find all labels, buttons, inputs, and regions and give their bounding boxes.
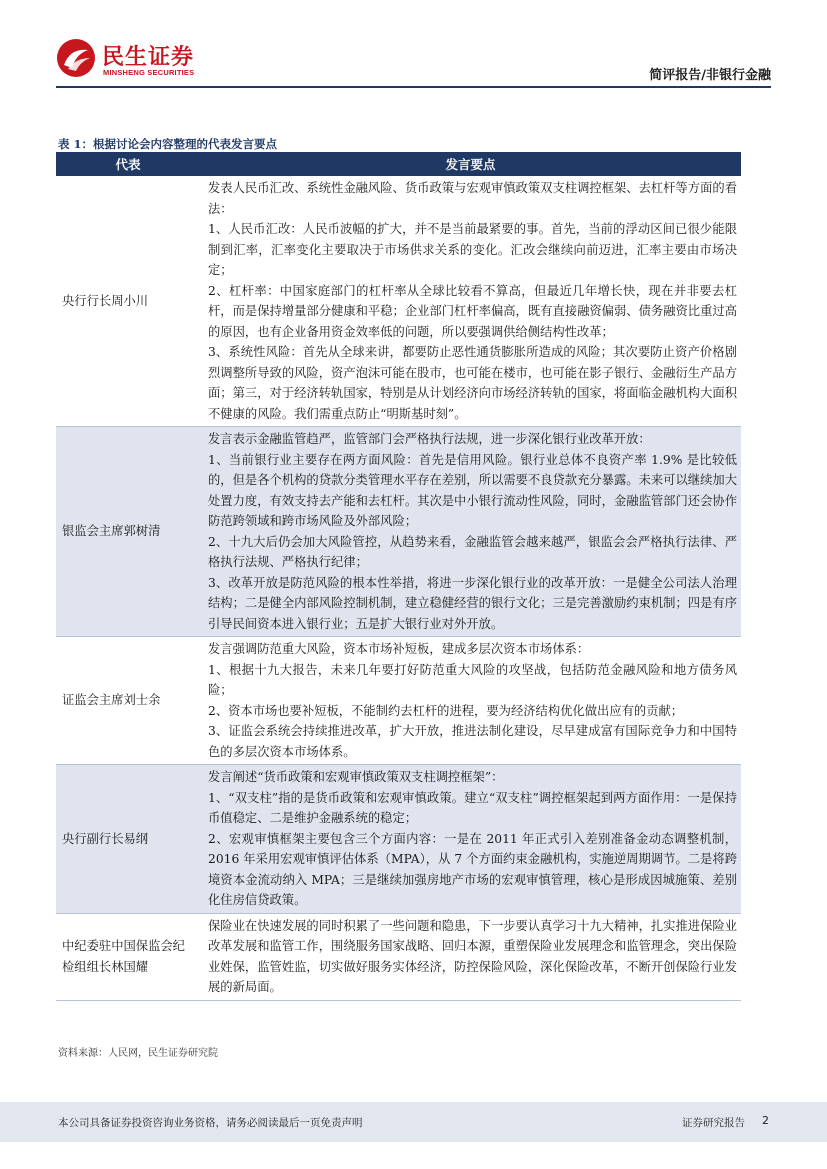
representative-cell: 银监会主席郭树清 — [56, 427, 200, 637]
table-row — [56, 427, 741, 637]
representative-cell: 央行副行长易纲 — [56, 765, 200, 914]
page-footer — [0, 1102, 827, 1142]
representative-cell: 中纪委驻中国保监会纪检组组长林国耀 — [62, 939, 185, 974]
table-caption: 表 1：根据讨论会内容整理的代表发言要点 — [58, 137, 278, 151]
speech-point: 发表人民币汇改、系统性金融风险、货币政策与宏观审慎政策双支柱调控框架、去杠杆等方面的看法： — [208, 181, 737, 216]
speech-point: 2、资本市场也要补短板，不能制约去杠杆的进程，要为经济结构优化做出应有的贡献； — [208, 703, 684, 718]
speech-point: 保险业在快速发展的同时积累了一些问题和隐患，下一步要认真学习十九大精神，扎实推进保险业改革发展和监管工作，围绕服务国家战略、回归本源，重塑保险业发展理念和监管理念，突出保险业姓保，监管姓监，切实做好服务实体经济，防控保险风险，深化保险改革，不断开创保险行业发展的新局面。 — [208, 918, 737, 994]
report-type: 简评报告/非银行金融 — [649, 68, 771, 83]
speech-point: 发言阐述“货币政策和宏观审慎政策双支柱调控框架”： — [208, 770, 504, 784]
minsheng-logo-icon — [56, 38, 96, 78]
speech-points-cell — [200, 427, 741, 637]
speech-point: 1、当前银行业主要存在两方面风险：首先是信用风险。银行业总体不良资产率 1.9% 是比较低的，但是各个机构的贷款分类管理水平存在差别，所以需要不良贷款充分暴露。未来可以继续加大处置力度，有效支持去产能和去杠杆。其次是中小银行流动性风险，同时，金融监管部门还会协作防范跨领域和跨市场风险及外部风险； — [208, 452, 737, 528]
speech-points-cell — [200, 637, 741, 765]
speech-point: 发言表示金融监管趋严，监管部门会严格执行法规，进一步深化银行业改革开放： — [208, 432, 651, 446]
footer-disclaimer: 本公司具备证券投资咨询业务资格，请务必阅读最后一页免责声明 — [58, 1117, 363, 1129]
column-header-representative: 代表 — [56, 152, 200, 176]
speech-point: 3、改革开放是防范风险的根本性举措，将进一步深化银行业的改革开放：一是健全公司法人治理结构；二是健全内部风险控制机制，建立稳健经营的银行文化；三是完善激励约束机制；四是有序引导民间资本进入银行业；五是扩大银行业对外开放。 — [208, 575, 737, 631]
page-header — [0, 0, 827, 90]
speech-point: 3、系统性风险：首先从全球来讲，都要防止恶性通货膨胀所造成的风险；其次要防止资产价格剧烈调整所导致的风险，资产泡沫可能在股市，也可能在楼市，也可能在影子银行、金融衍生产品方面；第三，对于经济转轨国家，特别是从计划经济向市场经济转轨的国家，将面临金融机构大面积不健康的风险。我们需重点防止“明斯基时刻”。 — [208, 345, 737, 421]
speech-points-cell — [200, 176, 741, 427]
speech-point: 2、宏观审慎框架主要包含三个方面内容：一是在 2011 年正式引入差别准备金动态调整机制，2016 年采用宏观审慎评估体系（MPA），从 7 个方面约束金融机构，实施逆周期调节。二是将跨境资本金流动纳入 MPA；三是继续加强房地产市场的宏观审慎管理，核心是形成因城施策、差别化住房信贷政策。 — [208, 831, 737, 907]
table-row — [56, 176, 741, 427]
table-row — [56, 913, 741, 1000]
footer-report-label: 证券研究报告 — [682, 1117, 745, 1129]
page-number: 2 — [762, 1114, 769, 1127]
column-header-points: 发言要点 — [200, 152, 741, 176]
speech-point: 2、杠杆率：中国家庭部门的杠杆率从全球比较看不算高，但最近几年增长快，现在并非要去杠杆，而是保持增量部分健康和平稳；企业部门杠杆率偏高，既有直接融资偏弱、债务融资比重过高的原因，也有企业备用资金效率低的问题，所以要强调供给侧结构性改革； — [208, 283, 737, 339]
speech-point: 1、人民币汇改：人民币波幅的扩大，并不是当前最紧要的事。首先，当前的浮动区间已很少能限制到汇率，汇率变化主要取决于市场供求关系的变化。汇改会继续向前迈进，汇率主要由市场决定； — [208, 222, 737, 277]
table-row — [56, 765, 741, 914]
representative-cell: 证监会主席刘士余 — [62, 693, 161, 708]
speech-point: 3、证监会系统会持续推进改革，扩大开放，推进法制化建设，尽早建成富有国际竞争力和中国特色的多层次资本市场体系。 — [208, 724, 737, 759]
source-note: 资料来源：人民网，民生证券研究院 — [58, 1048, 218, 1059]
speech-point: 1、根据十九大报告，未来几年要打好防范重大风险的攻坚战，包括防范金融风险和地方债务风险； — [208, 662, 737, 697]
minsheng-logo — [56, 38, 216, 82]
speech-point: 发言强调防范重大风险，资本市场补短板，建成多层次资本市场体系： — [208, 642, 590, 656]
header-divider — [56, 86, 771, 88]
speech-point: 1、“双支柱”指的是货币政策和宏观审慎政策。建立“双支柱”调控框架起到两方面作用：一是保持币值稳定、二是维护金融系统的稳定； — [208, 790, 737, 825]
speech-points-cell — [200, 913, 741, 1000]
logo-english-name: MINSHENG SECURITIES — [103, 68, 195, 77]
speech-points-table — [56, 152, 741, 1001]
speech-point: 2、十九大后仍会加大风险管控，从趋势来看，金融监管会越来越严，银监会会严格执行法律、严格执行法规、严格执行纪律； — [208, 534, 737, 569]
table-body — [56, 176, 741, 1000]
table-row — [56, 637, 741, 765]
table-header-row — [56, 152, 741, 176]
logo-chinese-name: 民生证券 — [102, 45, 195, 70]
representative-cell: 央行行长周小川 — [62, 293, 149, 308]
speech-points-cell — [200, 765, 741, 914]
